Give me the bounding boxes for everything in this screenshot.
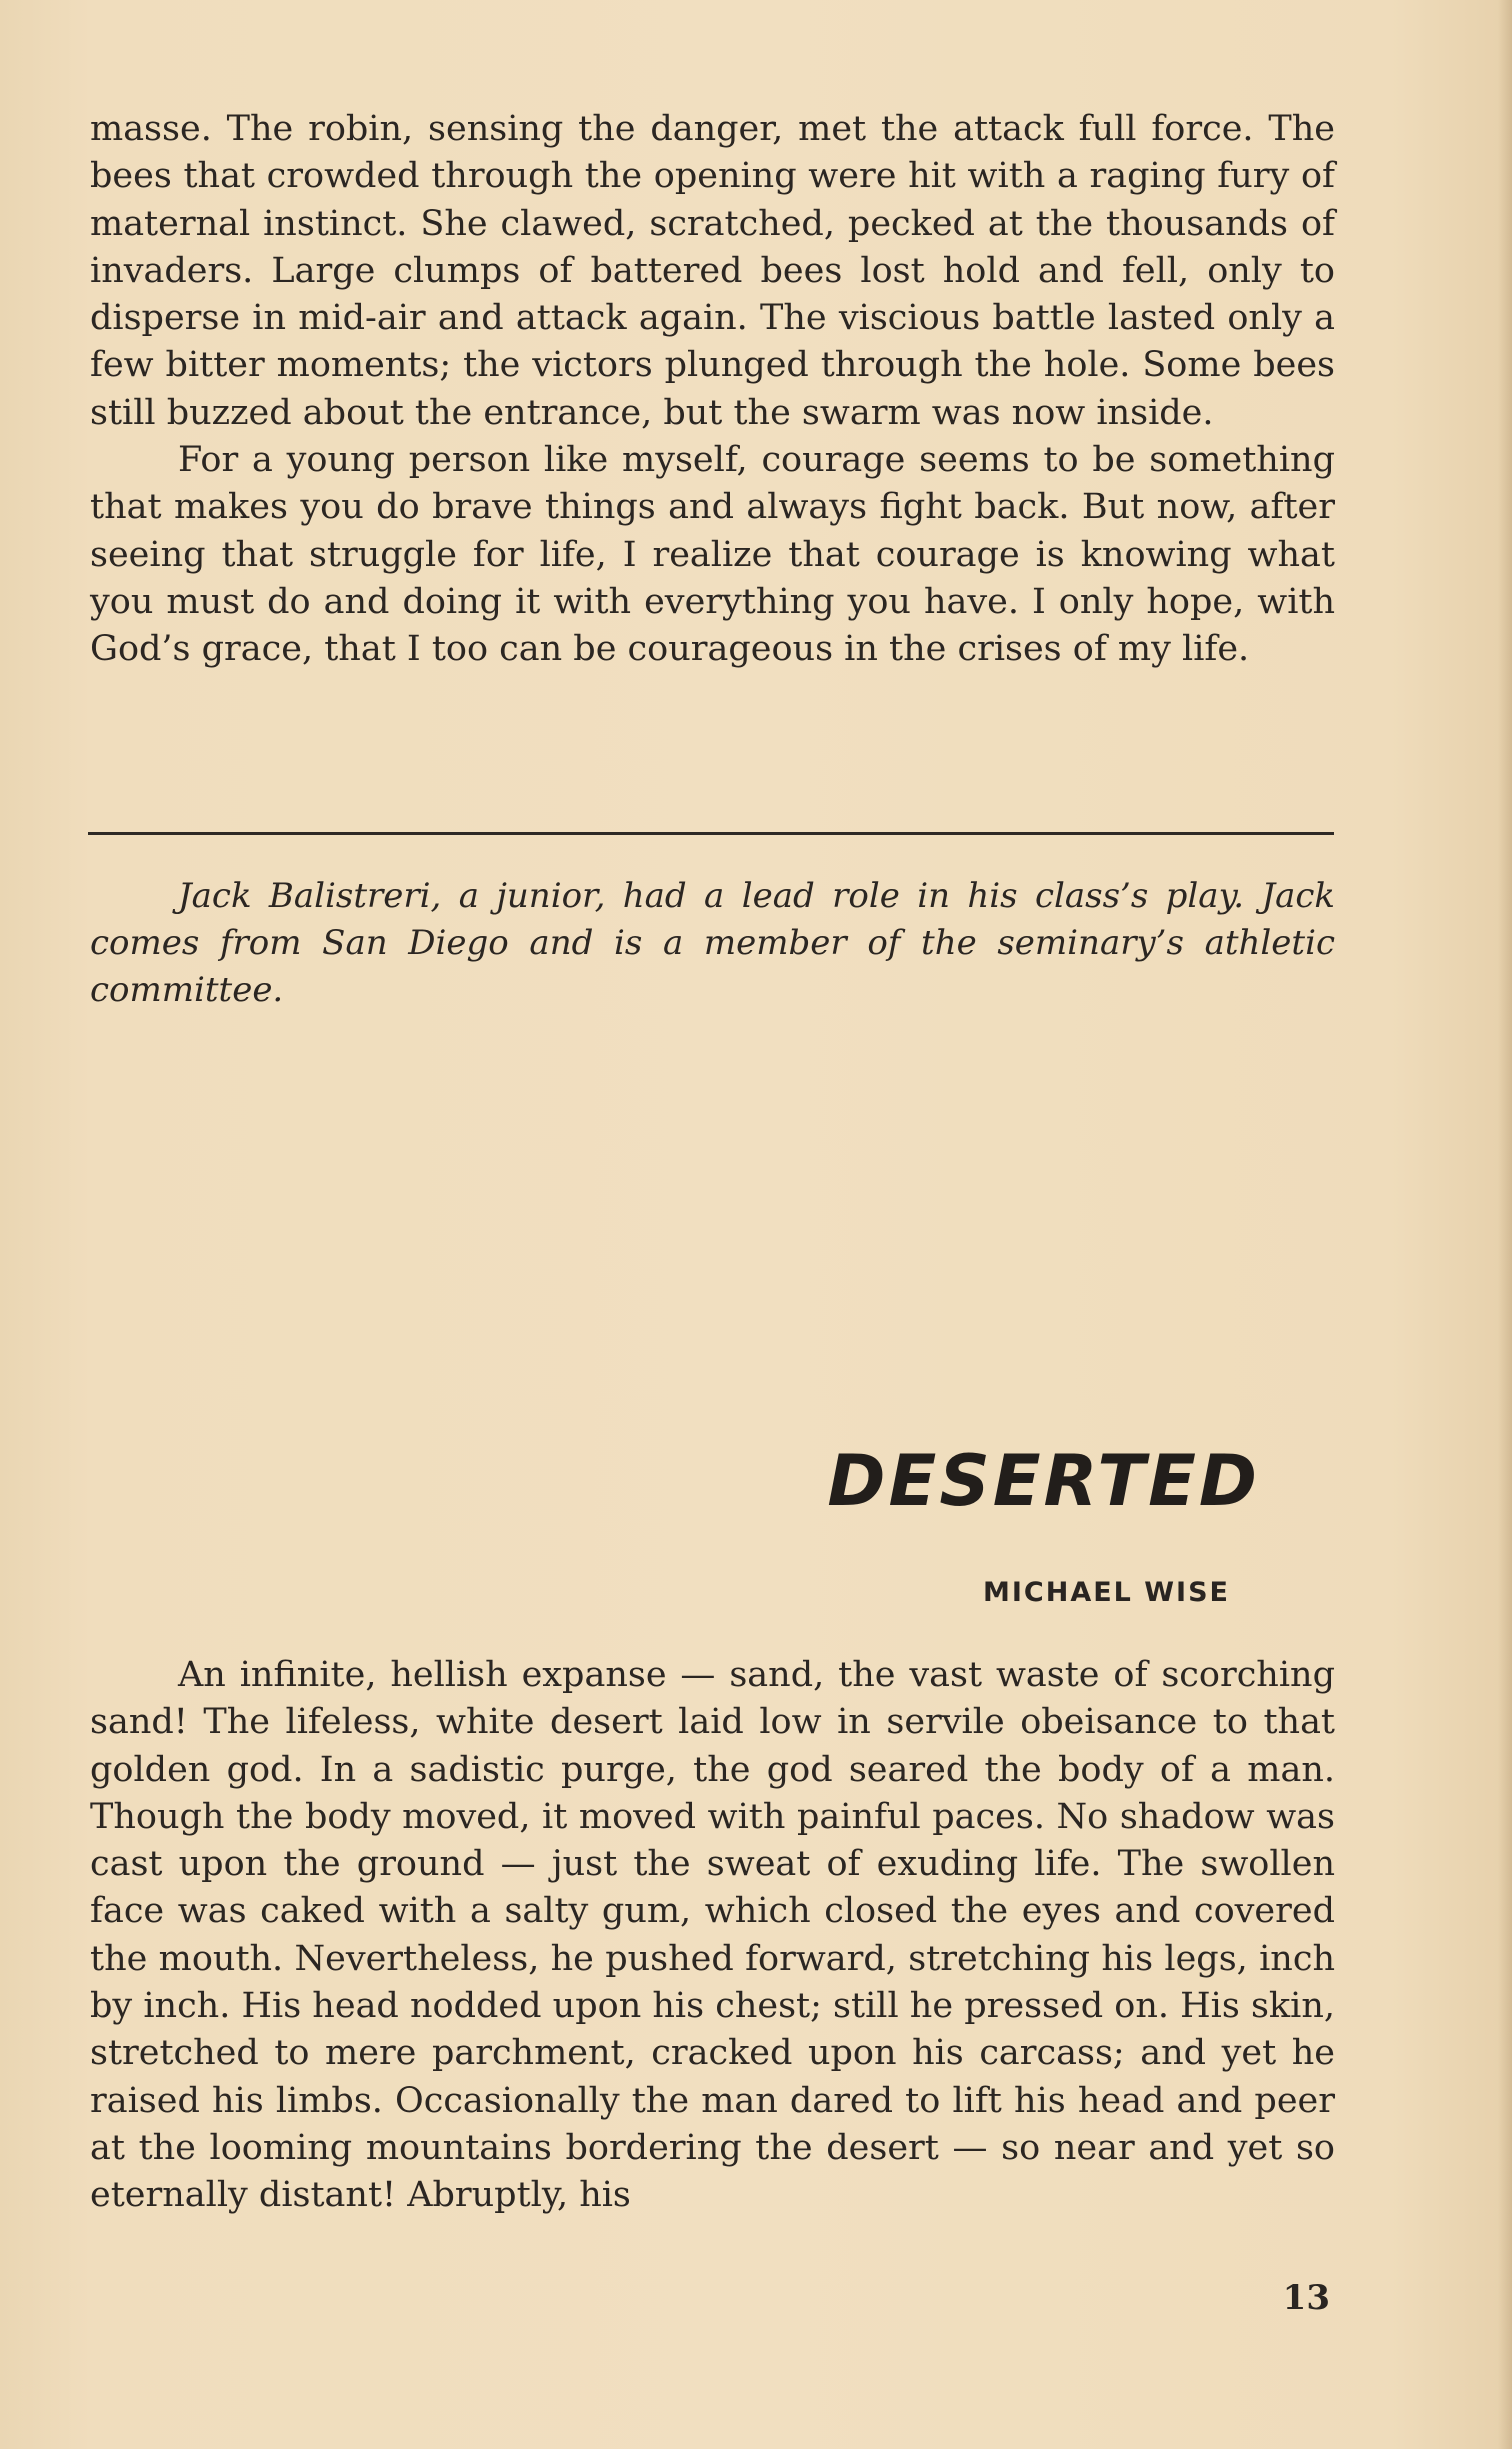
paragraph: For a young person like myself, courage seems to be something that makes you do brave things and always fight back. But now, after seeing that struggle for life, I realize that courage is knowing what you must do and doing it with everything you have. I only hope, with God’s grace, that I too can be courageous in the crises of my life.: [90, 440, 1335, 670]
author-bio: [90, 873, 1335, 1014]
article-body: [90, 1652, 1335, 2220]
paragraph: An infinite, hellish expanse — sand, the vast waste of scorching sand! The lifeless, white desert laid low in servile obeisance to that golden god. In a sadistic purge, the god seared the body of a man. Though the body moved, it moved with painful paces. No shadow was cast upon the ground — just the sweat of exuding life. The swollen face was caked with a salty gum, which closed the eyes and covered the mouth. Nevertheless, he pushed forward, stretching his legs, inch by inch. His head nodded upon his chest; still he pressed on. His skin, stretched to mere parchment, cracked upon his carcass; and yet he raised his limbs. Occasionally the man dared to lift his head and peer at the looming mountains bordering the desert — so near and yet so eternally distant! Abruptly, his: [90, 1655, 1335, 2216]
paragraph: masse. The robin, sensing the danger, met the attack full force. The bees that crowded through the opening were hit with a raging fury of maternal instinct. She clawed, scratched, pecked at the thousands of invaders. Large clumps of battered bees lost hold and fell, only to disperse in mid-air and attack again. The viscious battle lasted only a few bitter moments; the victors plunged through the hole. Some bees still buzzed about the entrance, but the swarm was now inside.: [90, 109, 1335, 433]
article-author: MICHAEL WISE: [983, 1577, 1230, 1608]
article-continuation: [90, 106, 1335, 674]
author-bio-text: Jack Balistreri, a junior, had a lead role in his class’s play. Jack comes from San Diego and is a member of the seminary’s athletic committee.: [90, 876, 1335, 1010]
page-edge-shadow: [1498, 0, 1512, 2449]
section-divider: [88, 832, 1334, 835]
article-title: DESERTED: [827, 1440, 1260, 1522]
page-number: 13: [1282, 2278, 1330, 2318]
